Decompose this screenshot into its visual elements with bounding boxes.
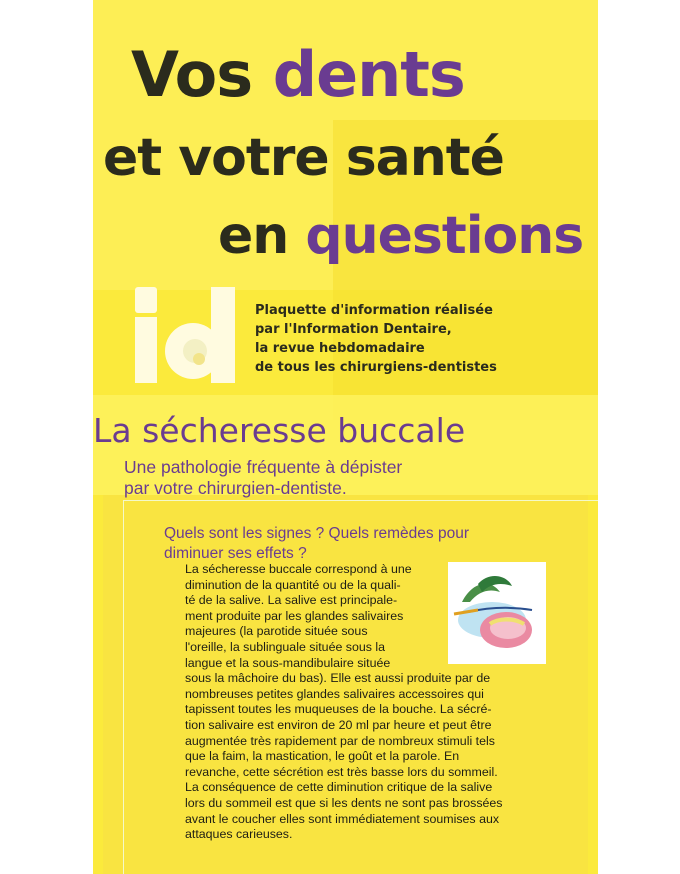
mouth-illustration-drawing bbox=[448, 562, 546, 664]
section-title: La sécheresse buccale bbox=[93, 411, 466, 450]
question-line: Quels sont les signes ? Quels remèdes pour bbox=[164, 525, 469, 542]
publisher-info-line: de tous les chirurgiens-dentistes bbox=[255, 360, 497, 375]
mouth-illustration bbox=[448, 562, 546, 664]
article-line: augmentée très rapidement par de nombreux stimuli tels bbox=[185, 733, 495, 748]
title-line-2: et votre santé bbox=[103, 128, 504, 188]
article-line: ment produite par les glandes salivaires bbox=[185, 608, 404, 623]
article-line: lors du sommeil est que si les dents ne sont pas brossées bbox=[185, 796, 503, 810]
section-subtitle bbox=[124, 457, 544, 499]
article-line: La sécheresse buccale correspond à une bbox=[185, 562, 412, 576]
publisher-info-line: Plaquette d'information réalisée bbox=[255, 303, 493, 318]
brochure-page bbox=[93, 0, 598, 874]
article-line: avant le coucher elles sont immédiatement soumises aux bbox=[185, 811, 500, 826]
publisher-info-line: par l'Information Dentaire, bbox=[255, 322, 452, 337]
frame-line-top bbox=[123, 500, 598, 501]
article-line: langue et la sous-mandibulaire située bbox=[185, 655, 391, 670]
title-line-3: en questions bbox=[218, 206, 584, 266]
article-line: revanche, cette sécrétion est très basse lors du sommeil. bbox=[185, 764, 498, 779]
article-line: l'oreille, la sublinguale située sous la bbox=[185, 640, 386, 654]
section-subtitle-line: par votre chirurgien-dentiste. bbox=[124, 478, 347, 498]
article-line: sous la mâchoire du bas). Elle est aussi produite par de bbox=[185, 671, 491, 686]
article-line: attaques carieuses. bbox=[185, 827, 293, 842]
article-line: tion salivaire est environ de 20 ml par heure et peut être bbox=[185, 718, 492, 732]
article-line: té de la salive. La salive est principale- bbox=[185, 593, 398, 608]
article-line: La conséquence de cette diminution critique de la salive bbox=[185, 780, 493, 795]
article-line: majeures (la parotide située sous bbox=[185, 624, 368, 639]
question-line: diminuer ses effets ? bbox=[164, 545, 307, 562]
question-heading bbox=[164, 524, 574, 564]
article-line: nombreuses petites glandes salivaires accessoires qui bbox=[185, 686, 484, 701]
article-line: tapissent toutes les muqueuses de la bouche. La sécré- bbox=[185, 702, 492, 717]
title-line-1: Vos dents bbox=[131, 38, 465, 111]
frame-line-left bbox=[123, 500, 124, 874]
section-subtitle-line: Une pathologie fréquente à dépister bbox=[124, 457, 403, 477]
publisher-info bbox=[255, 301, 575, 377]
article-line: que la faim, la mastication, le goût et la parole. En bbox=[185, 749, 460, 764]
article-line: diminution de la quantité ou de la quali- bbox=[185, 577, 401, 592]
publisher-info-line: la revue hebdomadaire bbox=[255, 341, 425, 356]
id-logo bbox=[135, 287, 241, 385]
